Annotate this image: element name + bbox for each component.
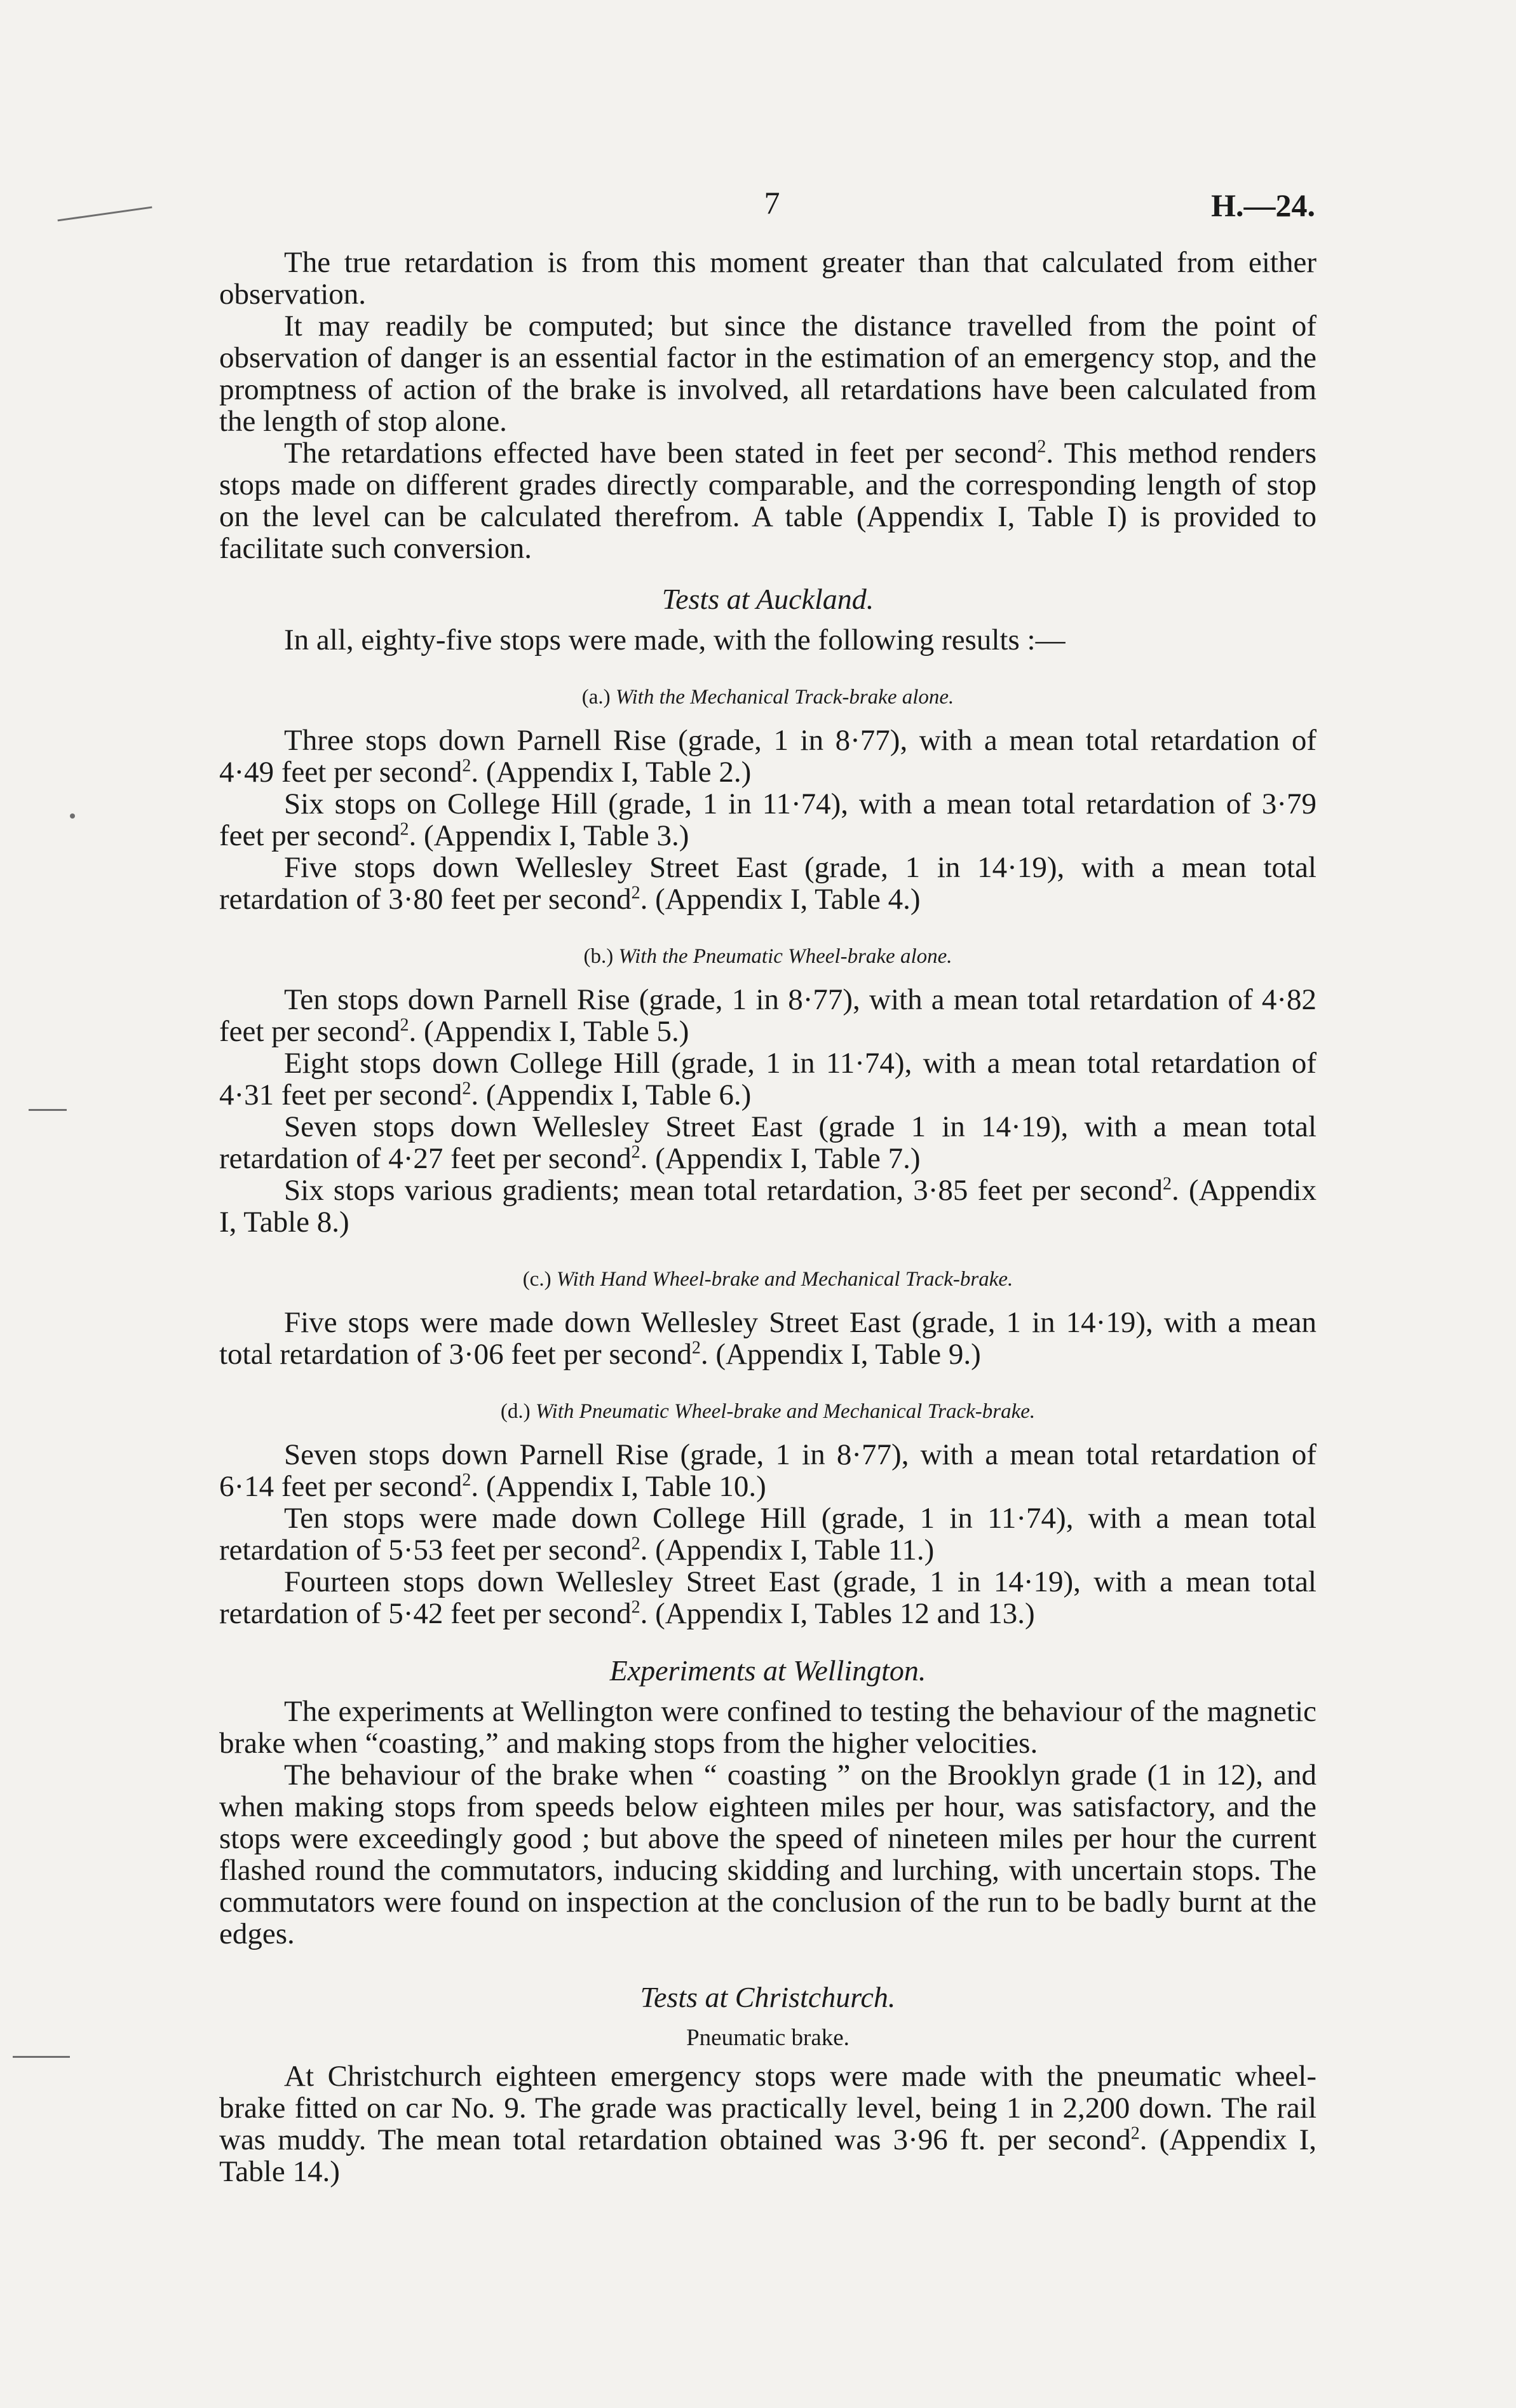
report-reference: H.—24. — [1211, 187, 1315, 223]
paragraph: Six stops on College Hill (grade, 1 in 11·74), with a mean total retardation of 3·79 feet per second$^2$. (Appendix I, Table 3.) — [219, 787, 1316, 852]
page-number: 7 — [764, 185, 780, 221]
margin-mark — [29, 1109, 67, 1111]
section-heading-christchurch: Tests at Christchurch. — [640, 1981, 896, 2013]
paragraph: It may readily be computed; but since the distance travelled from the point of observation of danger is an essential factor in the estimation of an emergency stop, and the promptness of action of the brake is involved, all retardations have been calculated from the length of stop alone. — [219, 310, 1316, 438]
paragraph: The experiments at Wellington were confined to testing the behaviour of the magnetic brake when “coasting,” and making stops from the higher velocities. — [219, 1695, 1316, 1760]
sub-heading-d: (d.) With Pneumatic Wheel-brake and Mechanical Track-brake. — [500, 1400, 1036, 1423]
paragraph: Eight stops down College Hill (grade, 1 in 11·74), with a mean total retardation of 4·31 feet per second$^2$. (Appendix I, Table 6.) — [219, 1047, 1316, 1112]
paragraph: Five stops were made down Wellesley Street East (grade, 1 in 14·19), with a mean total retardation of 3·06 feet per second$^2$. (Appendix I, Table 9.) — [219, 1306, 1316, 1371]
sub-heading-a: (a.) With the Mechanical Track-brake alone. — [581, 686, 954, 709]
paragraph: Ten stops down Parnell Rise (grade, 1 in 8·77), with a mean total retardation of 4·82 feet per second$^2$. (Appendix I, Table 5.) — [219, 983, 1316, 1048]
paragraph: Five stops down Wellesley Street East (grade, 1 in 14·19), with a mean total retardation of 3·80 feet per second$^2$. (Appendix I, Table 4.) — [219, 851, 1316, 916]
sub-heading-pneumatic: Pneumatic brake. — [686, 2025, 849, 2051]
section-heading-auckland: Tests at Auckland. — [661, 583, 874, 615]
margin-mark — [13, 2056, 70, 2058]
paragraph: Ten stops were made down College Hill (grade, 1 in 11·74), with a mean total retardation of 5·53 feet per second$^2$. (Appendix I, Table 11.) — [219, 1502, 1316, 1567]
paragraph: Seven stops down Wellesley Street East (grade 1 in 14·19), with a mean total retardation of 4·27 feet per second$^2$. (Appendix I, Table 7.) — [219, 1110, 1316, 1175]
paragraph: Six stops various gradients; mean total retardation, 3·85 feet per second$^2$. (Appendix I, Table 8.) — [219, 1174, 1316, 1239]
sub-heading-b: (b.) With the Pneumatic Wheel-brake alone. — [583, 945, 952, 968]
sub-heading-c: (c.) With Hand Wheel-brake and Mechanical Track-brake. — [522, 1268, 1013, 1291]
body-text — [219, 247, 1316, 2187]
paragraph: In all, eighty-five stops were made, with the following results :— — [284, 623, 1066, 656]
section-heading-wellington: Experiments at Wellington. — [609, 1654, 926, 1687]
paragraph: At Christchurch eighteen emergency stops were made with the pneumatic wheel-brake fitted on car No. 9. The grade was practically level, being 1 in 2,200 down. The rail was muddy. The mean total retardation obtained was 3·96 ft. per second$^2$. (Appendix I, Table 14.) — [219, 2060, 1316, 2188]
paragraph: The behaviour of the brake when “ coasting ” on the Brooklyn grade (1 in 12), and when making stops from speeds below eighteen miles per hour, was satisfactory, and the stops were exceedingly good ; but above the speed of nineteen miles per hour the current flashed round the commutators, inducing skidding and lurching, with uncertain stops. The commutators were found on inspection at the conclusion of the run to be badly burnt at the edges. — [219, 1758, 1316, 1950]
paragraph: Fourteen stops down Wellesley Street East (grade, 1 in 14·19), with a mean total retardation of 5·42 feet per second$^2$. (Appendix I, Tables 12 and 13.) — [219, 1565, 1316, 1630]
paragraph: The true retardation is from this moment greater than that calculated from either observation. — [219, 246, 1316, 311]
margin-mark — [58, 207, 152, 222]
paragraph: The retardations effected have been stated in feet per second$^2$. This method renders stops made on different grades directly comparable, and the corresponding length of stop on the level can be calculated therefrom. A table (Appendix I, Table I) is provided to facilitate such conversion. — [219, 437, 1316, 565]
paragraph: Three stops down Parnell Rise (grade, 1 in 8·77), with a mean total retardation of 4·49 feet per second$^2$. (Appendix I, Table 2.) — [219, 724, 1316, 789]
margin-mark — [70, 813, 75, 819]
paragraph: Seven stops down Parnell Rise (grade, 1 in 8·77), with a mean total retardation of 6·14 feet per second$^2$. (Appendix I, Table 10.) — [219, 1438, 1316, 1503]
